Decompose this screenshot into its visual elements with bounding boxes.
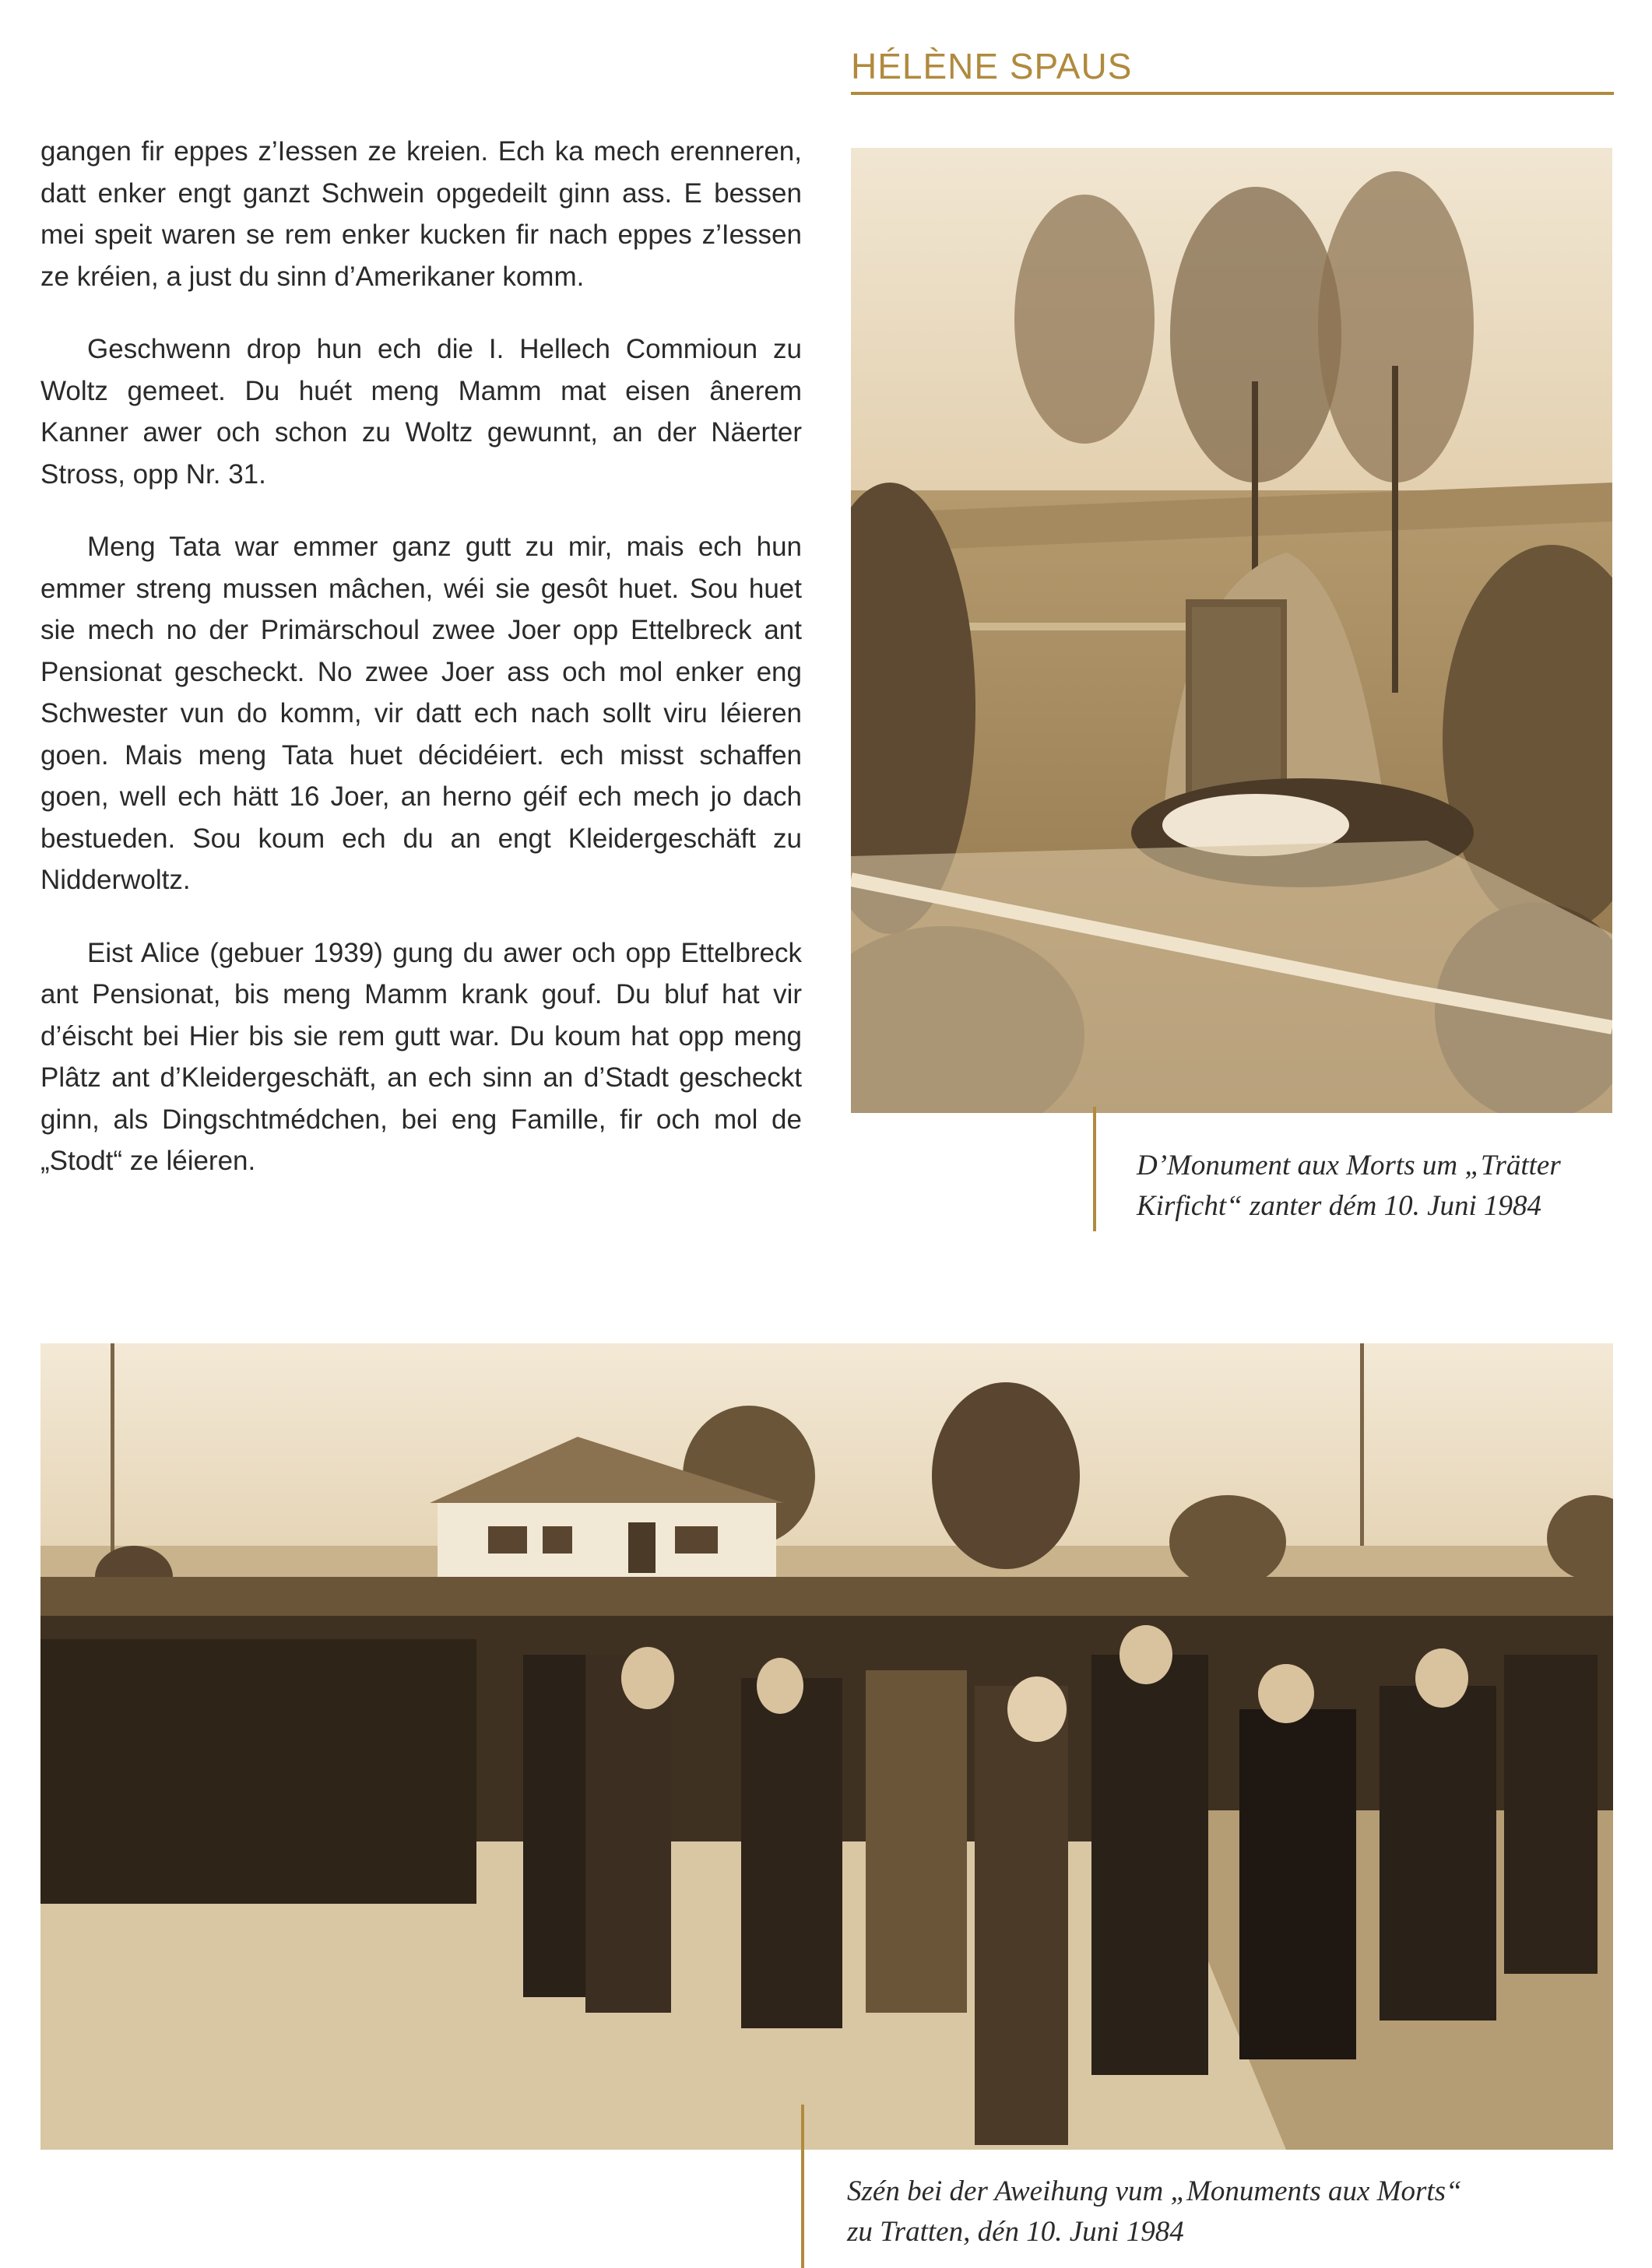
ceremony-caption	[847, 2171, 1610, 2252]
monument-caption-line-2: Kirficht“ zanter dém 10. Juni 1984	[1137, 1190, 1542, 1222]
monument-caption-rule	[1093, 1107, 1096, 1231]
paragraph-1: gangen fir eppes z’Iessen ze kreien. Ech ka mech erenneren, datt enker engt ganzt Schwein opgedeilt ginn ass. E bessen mei speit waren se rem enker kucken fir nach eppes z’Iessen ze kréien, a just du sinn d’Amerikaner komm.	[40, 136, 802, 292]
monument-caption-line-1: D’Monument aux Morts um „Trätter	[1137, 1150, 1561, 1181]
paragraph-3: Meng Tata war emmer ganz gutt zu mir, mais ech hun emmer streng mussen mâchen, wéi sie gesôt huet. Sou huet sie mech no der Primärschoul zwee Joer opp Ettelbreck ant Pensionat gescheckt. No zwee Joer ass och mol enker eng Schwester vun do komm, vir datt ech nach sollt viru léieren goen. Mais meng Tata huet décidéiert. ech misst schaffen goen, well ech hätt 16 Joer, an herno géif ech mech jo dach bestueden. Sou koum ech du an engt Kleidergeschäft zu Nidderwoltz.	[40, 532, 802, 895]
paragraph-2: Geschwenn drop hun ech die I. Hellech Commioun zu Woltz gemeet. Du huét meng Mamm mat eisen ânerem Kanner awer och schon zu Woltz gewunnt, an der Näerter Stross, opp Nr. 31.	[40, 334, 802, 490]
ceremony-caption-line-2: zu Tratten, dén 10. Juni 1984	[847, 2216, 1184, 2248]
ceremony-photo	[40, 1343, 1613, 2150]
page-header	[851, 48, 1614, 84]
author-name: HÉLÈNE SPAUS	[851, 46, 1133, 86]
body-text-column	[40, 131, 802, 1213]
ceremony-caption-rule	[801, 2105, 804, 2268]
header-rule	[851, 92, 1614, 95]
monument-photo	[851, 148, 1612, 1113]
ceremony-caption-line-1: Szén bei der Aweihung vum „Monuments aux Morts“	[847, 2175, 1462, 2207]
paragraph-4: Eist Alice (gebuer 1939) gung du awer och opp Ettelbreck ant Pensionat, bis meng Mamm krank gouf. Du bluf hat vir d’éischt bei Hier bis sie rem gutt war. Du koum hat opp meng Plâtz ant d’Kleidergeschäft, an ech sinn an d’Stadt gescheckt ginn, als Dingschtmédchen, bei eng Famille, fir och mol de „Stodt“ ze léieren.	[40, 937, 802, 1176]
monument-caption	[1137, 1146, 1604, 1227]
